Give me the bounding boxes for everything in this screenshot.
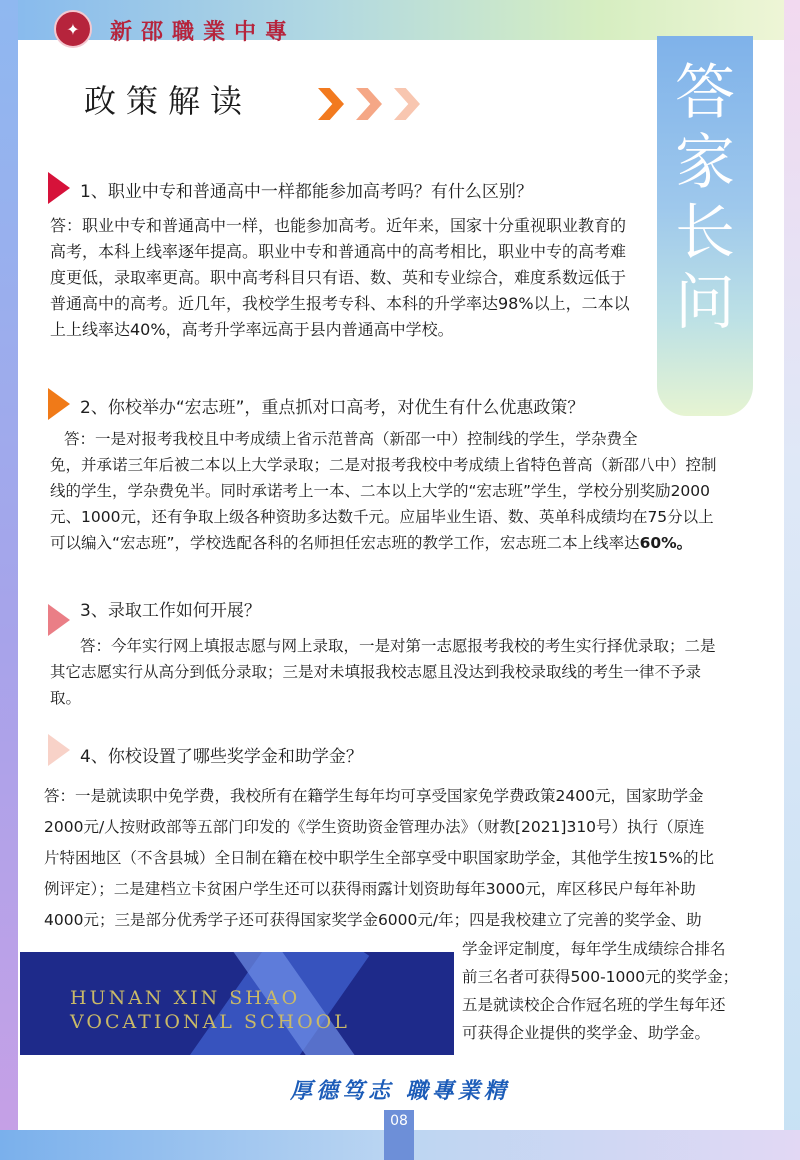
school-name: 新邵職業中專: [110, 19, 297, 45]
answer-line: 线的学生，学杂费免半。同时承诺考上一本、二本以上大学的“宏志班”学生，学校分别奖励2000: [50, 482, 711, 500]
banner-text: [70, 986, 350, 1034]
answer-line: 4000元；三是部分优秀学子还可获得国家奖学金6000元/年；四是我校建立了完善的奖学金、助: [44, 911, 702, 929]
answer-line: 可以编入“宏志班”，学校选配各科的名师担任宏志班的教学工作，宏志班二本上线率达: [50, 534, 640, 552]
answer-line: 其它志愿实行从高分到低分录取；三是对未填报我校志愿且没达到我校录取线的考生一律不予录: [50, 663, 702, 681]
answer-line: 片特困地区（不含县城）全日制在籍在校中职学生全部享受中职国家助学金，其他学生按15%的比: [44, 849, 714, 867]
answer-line: 可获得企业提供的奖学金、助学金。: [462, 1024, 711, 1042]
page-number: 08: [390, 1113, 408, 1129]
question-1-title: 1、职业中专和普通高中一样都能参加高考吗？有什么区别？: [80, 182, 533, 202]
school-motto: 厚德笃志 職專業精: [290, 1078, 510, 1104]
answer-line: 免，并承诺三年后被二本以上大学录取；二是对报考我校中考成绩上省特色普高（新邵八中）控制: [50, 456, 717, 474]
banner-line-2: VOCATIONAL SCHOOL: [70, 1011, 350, 1033]
answer-line: 答：一是对报考我校且中考成绩上省示范普高（新邵一中）控制线的学生，学杂费全: [64, 430, 638, 448]
answer-line: 答：今年实行网上填报志愿与网上录取，一是对第一志愿报考我校的考生实行择优录取；二是: [80, 637, 716, 655]
side-tab-title: [657, 58, 753, 338]
answer-line: 例评定）；二是建档立卡贫困户学生还可以获得雨露计划资助每年3000元，库区移民户每年补助: [44, 880, 696, 898]
answer-line: 2000元/人按财政部等五部门印发的《学生资助资金管理办法》（财教[2021]310号）执行（原连: [44, 818, 705, 836]
school-english-banner: [20, 952, 454, 1055]
side-tab-char: 答: [675, 58, 735, 128]
question-2-title: 2、你校举办“宏志班”，重点抓对口高考，对优生有什么优惠政策？: [80, 398, 585, 418]
left-frame-border: [0, 0, 18, 1160]
answer-line: 答：职业中专和普通高中一样，也能参加高考。近年来，国家十分重视职业教育的: [50, 216, 627, 235]
banner-line-1: HUNAN XIN SHAO: [70, 987, 301, 1009]
right-frame-border: [784, 0, 800, 1160]
side-tab-char: 家: [675, 128, 735, 198]
answer-3: [50, 633, 716, 711]
answer-line: 答：一是就读职中免学费，我校所有在籍学生每年均可享受国家免学费政策2400元，国家助学金: [44, 787, 704, 805]
answer-line: 元、1000元，还有争取上级各种资助多达数千元。应届毕业生语、数、英单科成绩均在75分以上: [50, 508, 714, 526]
section-title: 政策解读: [84, 82, 253, 120]
side-tab-char: 长: [675, 198, 735, 268]
answer-line: 前三名者可获得500-1000元的奖学金；: [462, 968, 739, 986]
answer-line: 上上线率达40%，高考升学率远高于县内普通高中学校。: [50, 320, 454, 339]
answer-1: [50, 213, 630, 343]
answer-line: 取。: [50, 689, 82, 707]
side-tab: [657, 36, 753, 416]
answer-line: 度更低，录取率更高。职中高考科目只有语、数、英和专业综合，难度系数远低于: [50, 268, 627, 287]
school-logo-icon: ✦: [54, 10, 92, 48]
question-4-title: 4、你校设置了哪些奖学金和助学金？: [80, 747, 363, 767]
answer-2: [50, 426, 717, 556]
answer-line: 普通高中的高考。近几年，我校学生报考专科、本科的升学率达98%以上，二本以: [50, 294, 630, 313]
answer-4: [44, 781, 714, 936]
answer-line: 学金评定制度，每年学生成绩综合排名: [462, 940, 726, 958]
answer-line: 五是就读校企合作冠名班的学生每年还: [462, 996, 726, 1014]
answer-highlight: 60%。: [639, 534, 693, 552]
answer-line: 高考，本科上线率逐年提高。职业中专和普通高中的高考相比，职业中专的高考难: [50, 242, 627, 261]
side-tab-char: 问: [675, 268, 735, 338]
question-3-title: 3、录取工作如何开展？: [80, 601, 261, 621]
answer-4-continued: [462, 935, 738, 1047]
